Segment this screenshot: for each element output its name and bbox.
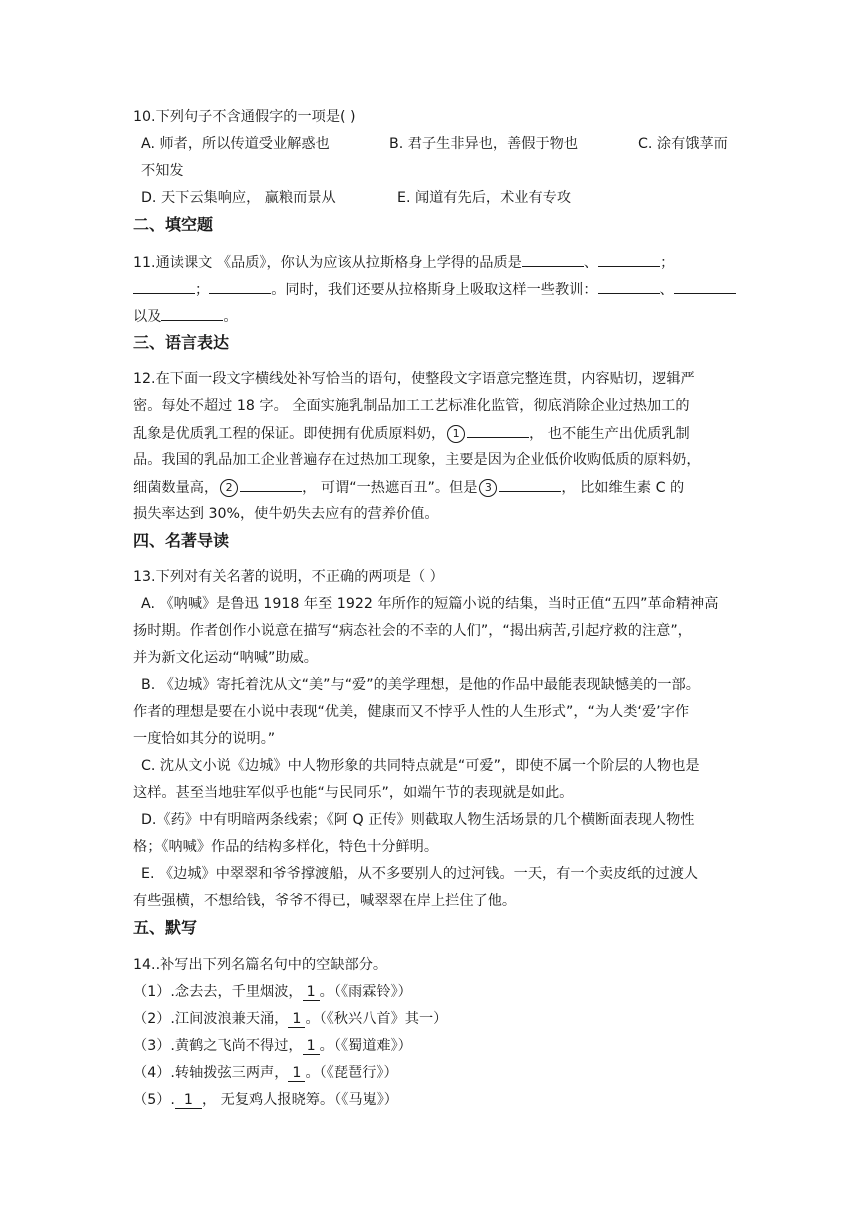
q13-option-d: D.《药》中有明暗两条线索；《阿 Q 正传》则截取人物生活场景的几个横断面表现人物性	[141, 812, 695, 828]
answer-blank-3[interactable]	[499, 477, 561, 492]
q12-line-4: 品。我国的乳品加工企业普遍存在过热加工现象，主要是因为企业低价收购低质的原料奶，	[133, 452, 701, 468]
q14-item	[133, 982, 412, 1002]
answer-blank[interactable]: 1	[175, 1092, 202, 1109]
answer-blank-1[interactable]	[467, 423, 529, 438]
q12-line-6: 损失率达到 30%，使牛奶失去应有的营养价值。	[133, 506, 439, 522]
q14-item	[133, 1063, 398, 1083]
answer-blank[interactable]	[161, 306, 223, 321]
q13-option-c-cont: 这样。甚至当地驻军似乎也能“与民同乐”，如端午节的表现就是如此。	[133, 785, 574, 801]
q10-option-c-cont: 不知发	[141, 163, 184, 179]
q12-line-2: 密。每处不超过 18 字。 全面实施乳制品加工工艺标准化监管，彻底消除企业过热加工的	[133, 398, 690, 414]
q14-item-source: ， 无复鸡人报晓筹。（《马嵬》）	[201, 1092, 398, 1108]
q14-item-source: 。（《雨霖铃》）	[319, 984, 412, 1000]
answer-blank[interactable]	[598, 252, 660, 267]
q11-line-2	[133, 279, 736, 300]
answer-blank[interactable]: 1	[288, 1011, 305, 1028]
answer-blank[interactable]	[674, 279, 736, 294]
q12-line-5	[133, 477, 684, 498]
q13-option-e: E. 《边城》中翠翠和爷爷撑渡船，从不多要别人的过河钱。一天，有一个卖皮纸的过渡人	[141, 866, 699, 882]
q13-option-d-cont: 格；《呐喊》作品的结构多样化，特色十分鲜明。	[133, 839, 439, 855]
q13-option-e-cont: 有些强横，不想给钱，爷爷不得已，喊翠翠在岸上拦住了他。	[133, 893, 517, 909]
q12-text: ， 比如维生素 C 的	[561, 480, 685, 496]
answer-blank[interactable]	[522, 252, 584, 267]
answer-blank-2[interactable]	[240, 477, 302, 492]
answer-blank[interactable]	[598, 279, 660, 294]
q11-text: ；	[195, 282, 210, 298]
circled-number-2: 2	[220, 479, 238, 497]
answer-blank[interactable]: 1	[288, 1065, 305, 1082]
q14-item-text: （4）.转轴拨弦三两声，	[133, 1065, 289, 1081]
q14-item-source: 。（《蜀道难》）	[319, 1038, 412, 1054]
q14-item	[133, 1090, 398, 1110]
q10-option-b: B. 君子生非异也，善假于物也	[389, 136, 579, 152]
q12-text: 细菌数量高，	[133, 480, 219, 496]
q12-line-3	[133, 423, 690, 444]
section-heading-fill-blank: 二、填空题	[133, 215, 214, 234]
q14-item-text: （5）.	[133, 1092, 175, 1108]
circled-number-3: 3	[479, 479, 497, 497]
q11-line-1	[133, 252, 674, 273]
q11-text: 、	[659, 282, 674, 298]
section-heading-language-expression: 三、语言表达	[133, 333, 230, 352]
q10-option-e: E. 闻道有先后，术业有专攻	[397, 190, 572, 206]
q13-option-b: B. 《边城》寄托着沈从文“美”与“爱”的美学理想，是他的作品中最能表现缺憾美的一部。	[141, 677, 700, 693]
q14-item	[133, 1009, 447, 1029]
q11-text: 以及	[133, 309, 162, 325]
q11-text: 11.通读课文 《品质》，你认为应该从拉斯格身上学得的品质是	[133, 255, 522, 271]
q13-option-b-cont: 一度恰如其分的说明。”	[133, 731, 276, 747]
q14-stem: 14..补写出下列名篇名句中的空缺部分。	[133, 957, 388, 973]
section-heading-classic-reading: 四、名著导读	[133, 531, 230, 550]
q13-option-a-cont: 扬时期。作者创作小说意在描写“病态社会的不幸的人们”，“揭出病苦,引起疗救的注意”，	[133, 623, 692, 639]
q11-text: 。同时，我们还要从拉格斯身上吸取这样一些教训：	[271, 282, 598, 298]
q12-text: ， 也不能生产出优质乳制	[529, 426, 690, 442]
q13-option-a-cont: 并为新文化运动“呐喊”助威。	[133, 650, 318, 666]
q13-option-c: C. 沈从文小说《边城》中人物形象的共同特点就是“可爱”，即使不属一个阶层的人物也是	[141, 758, 700, 774]
q10-stem: 10.下列句子不含通假字的一项是( )	[133, 109, 356, 125]
q13-stem: 13.下列对有关名著的说明，不正确的两项是（ ）	[133, 569, 444, 585]
circled-number-1: 1	[447, 425, 465, 443]
q11-text: 。	[223, 309, 238, 325]
answer-blank[interactable]	[209, 279, 271, 294]
q14-item-text: （1）.念去去，千里烟波，	[133, 984, 303, 1000]
q13-option-a: A. 《呐喊》是鲁迅 1918 年至 1922 年所作的短篇小说的结集，当时正值“五四”革命精神高	[141, 596, 719, 612]
q14-item-text: （3）.黄鹤之飞尚不得过，	[133, 1038, 303, 1054]
q11-text: 、	[583, 255, 599, 271]
q14-item	[133, 1036, 412, 1056]
q14-item-source: 。（《秋兴八首》其一）	[305, 1011, 448, 1027]
q10-option-a: A. 师者，所以传道受业解惑也	[141, 136, 330, 152]
q12-text: 乱象是优质乳工程的保证。即使拥有优质原料奶，	[133, 426, 446, 442]
answer-blank[interactable]: 1	[303, 984, 320, 1001]
answer-blank[interactable]	[133, 279, 195, 294]
q14-item-text: （2）.江间波浪兼天涌，	[133, 1011, 289, 1027]
section-heading-dictation: 五、默写	[133, 918, 198, 937]
q10-option-d: D. 天下云集响应， 赢粮而景从	[141, 190, 336, 206]
q14-item-source: 。（《琵琶行》）	[305, 1065, 398, 1081]
q13-option-b-cont: 作者的理想是要在小说中表现“优美，健康而又不悖乎人性的人生形式”，“为人类‘爱’字作	[133, 704, 690, 720]
q12-text: ， 可谓“一热遮百丑”。但是	[302, 480, 478, 496]
q10-option-c: C. 涂有饿莩而	[638, 136, 728, 152]
q12-line-1: 12.在下面一段文字横线处补写恰当的语句，使整段文字语意完整连贯，内容贴切，逻辑严	[133, 371, 695, 387]
q11-text: ；	[660, 255, 675, 271]
q11-line-3	[133, 306, 238, 327]
answer-blank[interactable]: 1	[303, 1038, 320, 1055]
